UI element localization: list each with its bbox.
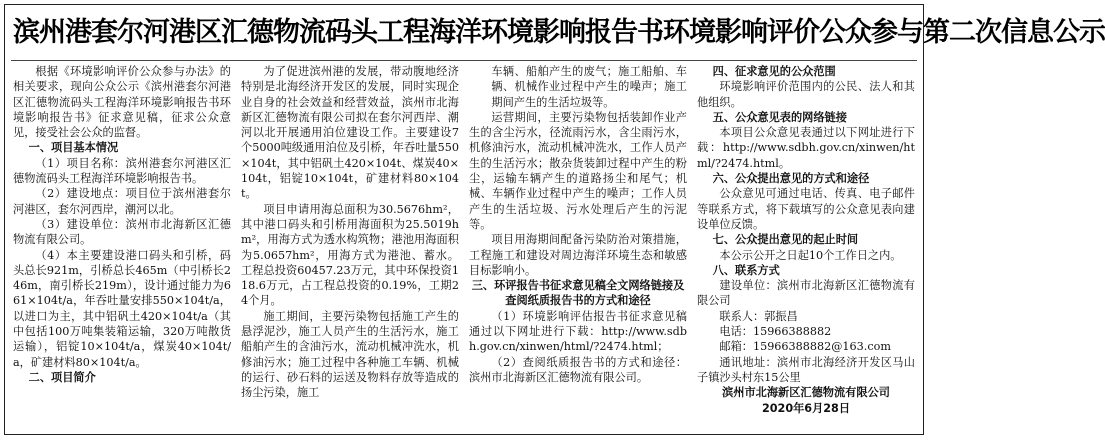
- signature: 滨州市北海新区汇德物流有限公司: [722, 386, 890, 400]
- paragraph: 建设单位：滨州市北海新区汇德物流有限公司: [697, 279, 915, 308]
- section-heading: 四、征求意见的公众范围: [712, 65, 836, 78]
- paragraph: （3）建设单位：滨州市北海新区汇德物流有限公司。: [13, 217, 231, 247]
- paragraph: 施工期间，主要污染物包括施工产生的悬浮泥沙，施工人员产生的生活污水，施工船舶产生的含油污水，流动机械冲洗水，机修油污水；施工过程中各种施工车辆、机械的运行、砂石料的运送及物料存放等造成的扬尘污染，施工: [241, 309, 459, 400]
- paragraph: （1）环境影响评估报告书征求意见稿通过以下网址进行下载：http://www.sdbh.gov.cn/xinwen/html/?2474.html；: [469, 309, 687, 354]
- section-heading: 七、公众提出意见的起止时间: [712, 233, 859, 247]
- section-heading: 八、联系方式: [712, 263, 780, 277]
- column-3: [469, 64, 687, 430]
- notice-date: 2020年6月28日: [761, 401, 851, 415]
- column-4: [697, 64, 915, 430]
- paragraph: （2）查阅纸质报告书的方式和途径：滨州市北海新区汇德物流有限公司。: [469, 355, 687, 384]
- paragraph: 环境影响评价范围内的公民、法人和其他组织。: [697, 80, 915, 109]
- notice-body: [13, 64, 915, 430]
- paragraph: 项目申请用海总面积为30.5676hm²，其中港口码头和引桥用海面积为25.5019hm²，用海方式为透水构筑物；港池用海面积为5.0657hm²，用海方式为港池、蓄水。工程总投资60457.23万元，其中环保投资118.6万元，占工程总投资的0.19%，工期24个月。: [241, 202, 459, 308]
- notice-title: 滨州港套尔河港区汇德物流码头工程海洋环境影响报告书环境影响评价公众参与第二次信息公示: [13, 17, 1105, 48]
- section-heading: 六、公众提出意见的方式和途径: [712, 172, 870, 186]
- section-heading: 一、项目基本情况: [28, 141, 119, 155]
- paragraph: 本公示公开之日起10个工作日之内。: [719, 248, 902, 262]
- paragraph: （1）项目名称：滨州港套尔河港区汇德物流码头工程海洋环境影响报告书。: [13, 156, 231, 186]
- paragraph: 为了促进滨州港的发展，带动腹地经济特别是北海经济开发区的发展，同时实现企业自身的社会效益和经营效益，滨州市北海新区汇德物流有限公司拟在套尔河西岸、潮河以北开展通用泊位建设工作。主要建设7个5000吨级通用泊位及引桥，年吞吐量550×104t，其中铝矾土420×104t、煤炭40×104t，铝锭10×104t，矿建材料80×104t。: [241, 65, 459, 201]
- paragraph: （2）建设地点：项目位于滨州港套尔河港区，套尔河西岸，潮河以北。: [13, 187, 231, 216]
- paragraph: 根据《环境影响评价公众参与办法》的相关要求，现向公众公示《滨州港套尔河港区汇德物流码头工程海洋环境影响报告书环境影响报告书》征求意见稿，征求公众意见，接受社会公众的监督。: [13, 65, 231, 140]
- paragraph: 运营期间，主要污染物包括装卸作业产生的含尘污水，径流雨污水，含尘雨污水，机修油污水，流动机械冲洗水，工作人员产生的生活污水；散杂货装卸过程中产生的粉尘，运输车辆产生的道路扬尘和尾气；机械、车辆作业过程中产生的噪声；工作人员产生的生活垃圾、污水处理后产生的污泥等。: [469, 110, 687, 231]
- paragraph: （4）本主要建设港口码头和引桥，码头总长921m，引桥总长465m（中引桥长246m，南引桥长219m），设计通过能力为661×104t/a，年吞吐量安排550×104t/a，以进口为主，其中铝矾土420×104t/a（其中包括100万吨集装箱运输，320万吨散货运输），铝锭10×104t/a，煤炭40×104t/a，矿建材料80×104t/a。: [13, 248, 231, 369]
- paragraph: 本项目公众意见表通过以下网址进行下载：http://www.sdbh.gov.cn/xinwen/html/?2474.html。: [697, 126, 915, 170]
- paragraph: 通讯地址：滨州市北海经济开发区马山子镇沙头村东15公里: [697, 355, 915, 384]
- paragraph: 联系人：郭振昌: [719, 309, 798, 323]
- title-divider: [11, 60, 917, 61]
- section-heading: 三、环评报告书征求意见稿全文网络链接及查阅纸质报告书的方式和途径: [471, 279, 685, 308]
- column-1: [13, 64, 231, 430]
- paragraph: 车辆、船舶产生的废气；施工船舶、车辆、机械作业过程中产生的噪声；施工期间产生的生活垃圾等。: [491, 65, 687, 109]
- paragraph: 项目用海期间配备污染防治对策措施，工程施工和建设对周边海洋环境生态和敏感目标影响小。: [469, 233, 687, 277]
- paragraph: 电话：15966388882: [719, 325, 832, 339]
- paragraph: 邮箱：15966388882@163.com: [719, 340, 891, 354]
- column-2: [241, 64, 459, 430]
- section-heading: 五、公众意见表的网络链接: [712, 110, 847, 124]
- notice-page: [4, 4, 1105, 435]
- paragraph: 公众意见可通过电话、传真、电子邮件等联系方式，将下载填写的公众意见表向建设单位反馈。: [697, 187, 915, 231]
- section-heading: 二、项目简介: [28, 370, 96, 384]
